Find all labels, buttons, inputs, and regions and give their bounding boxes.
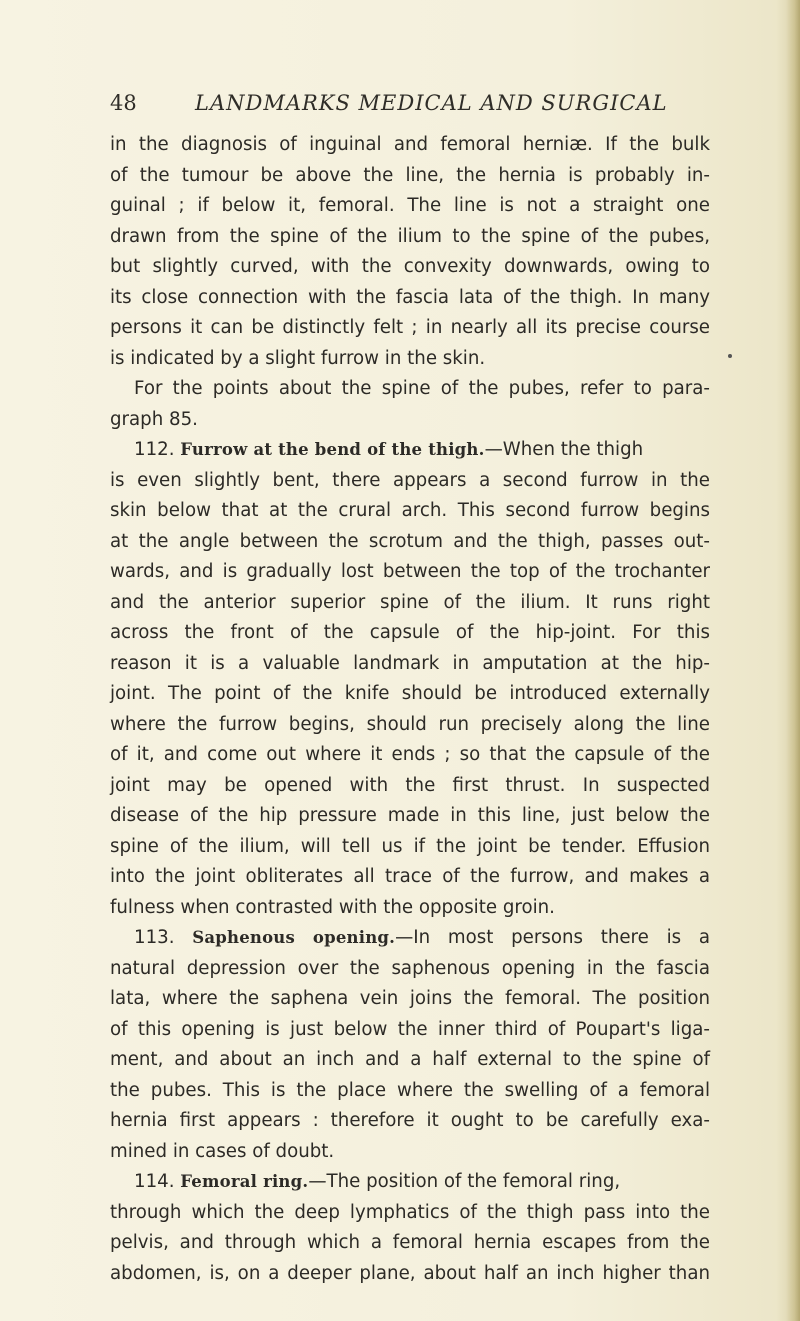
paragraph-number: 112.	[134, 439, 175, 460]
text-line: is even slightly bent, there appears a second furrow in the	[110, 469, 710, 491]
text-line: skin below that at the crural arch. This second furrow begins	[110, 500, 710, 521]
text-line: hernia first appears : therefore it ought to be carefully exa-	[110, 1110, 710, 1131]
text-line: mined in cases of doubt.	[110, 1140, 335, 1162]
text-line: at the angle between the scrotum and the thigh, passes out-	[110, 530, 710, 552]
text-line: joint. The point of the knife should be introduced externally	[110, 683, 710, 704]
paper-speck	[728, 354, 732, 358]
text-fragment: —The position of the femoral ring,	[308, 1171, 621, 1192]
text-line: pelvis, and through which a femoral hernia escapes from the	[110, 1232, 710, 1253]
running-title: LANDMARKS MEDICAL AND SURGICAL	[195, 91, 668, 115]
text-line: of it, and come out where it ends ; so that the capsule of the	[110, 744, 710, 765]
text-line: disease of the hip pressure made in this line, just below the	[110, 805, 710, 826]
section-heading: Saphenous opening.	[192, 928, 396, 947]
text-line: through which the deep lymphatics of the thigh pass into the	[110, 1201, 710, 1223]
page-edge-shadow	[786, 0, 800, 1321]
text-line: For the points about the spine of the pubes, refer to para-	[134, 378, 710, 399]
text-line: abdomen, is, on a deeper plane, about half an inch higher than	[110, 1262, 710, 1284]
text-line: fulness when contrasted with the opposite groin.	[110, 896, 555, 918]
text-line: but slightly curved, with the convexity downwards, owing to	[110, 256, 710, 277]
text-line: graph 85.	[110, 408, 198, 430]
text-line: of this opening is just below the inner third of Poupart's liga-	[110, 1018, 710, 1040]
text-line: is indicated by a slight furrow in the skin.	[110, 347, 486, 369]
paragraph-number: 114.	[134, 1171, 175, 1192]
text-fragment: —When the thigh	[484, 439, 644, 460]
text-fragment: —In most persons there is a	[395, 927, 710, 948]
paragraph-114-first-line	[110, 1167, 710, 1198]
text-line: drawn from the spine of the ilium to the spine of the pubes,	[110, 225, 710, 247]
text-line: its close connection with the fascia lata of the thigh. In many	[110, 286, 710, 308]
page-number: 48	[110, 91, 137, 115]
text-line: wards, and is gradually lost between the top of the trochanter	[110, 561, 710, 582]
text-line: spine of the ilium, will tell us if the joint be tender. Effusion	[110, 835, 710, 857]
text-line: where the furrow begins, should run precisely along the line	[110, 713, 710, 735]
text-line: joint may be opened with the first thrust. In suspected	[110, 774, 710, 796]
text-line: natural depression over the saphenous opening in the fascia	[110, 957, 710, 979]
text-line: reason it is a valuable landmark in amputation at the hip-	[110, 652, 710, 674]
text-line: lata, where the saphena vein joins the femoral. The position	[110, 988, 710, 1009]
text-line: the pubes. This is the place where the swelling of a femoral	[110, 1079, 710, 1101]
text-line: into the joint obliterates all trace of the furrow, and makes a	[110, 866, 710, 887]
paragraph-112-first-line	[110, 435, 710, 466]
text-line: persons it can be distinctly felt ; in nearly all its precise course	[110, 317, 710, 338]
section-heading: Femoral ring.	[180, 1172, 309, 1191]
paragraph-number: 113.	[134, 927, 175, 948]
text-line: ment, and about an inch and a half external to the spine of	[110, 1049, 710, 1070]
paragraph-113-first-line	[110, 923, 710, 954]
text-line: guinal ; if below it, femoral. The line is not a straight one	[110, 195, 710, 216]
text-line: in the diagnosis of inguinal and femoral herniæ. If the bulk	[110, 134, 710, 155]
text-line: across the front of the capsule of the hip-joint. For this	[110, 622, 710, 643]
running-header	[110, 88, 750, 128]
text-line: of the tumour be above the line, the hernia is probably in-	[110, 164, 710, 186]
body-text	[110, 130, 710, 1289]
text-line: and the anterior superior spine of the ilium. It runs right	[110, 591, 710, 613]
section-heading: Furrow at the bend of the thigh.	[180, 440, 485, 459]
